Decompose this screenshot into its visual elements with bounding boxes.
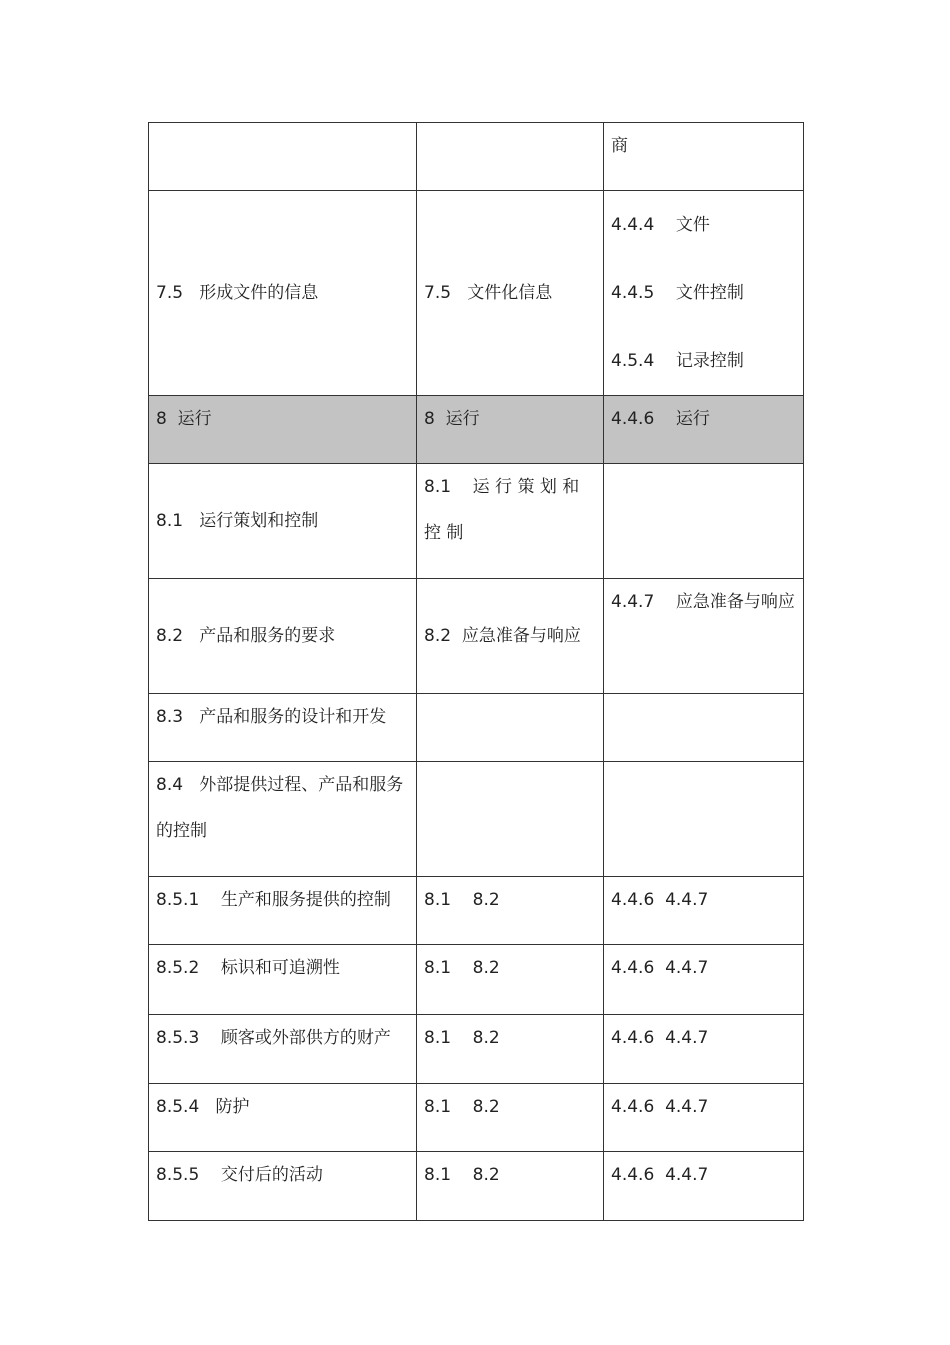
cell-text: 8.5.3 顾客或外部供方的财产 (156, 1028, 391, 1048)
cell-ohsas (604, 1015, 804, 1084)
cell-text: 4.4.7 应急准备与响应 (611, 592, 795, 612)
cell-text: 8.5.1 生产和服务提供的控制 (156, 890, 391, 910)
table-body (149, 123, 804, 1221)
table-row (149, 877, 804, 945)
cell-ohsas (604, 191, 804, 396)
cell-text: 4.4.5 文件控制 (611, 283, 744, 303)
cell-iso45001 (417, 1152, 604, 1221)
cell-iso45001 (417, 579, 604, 694)
cell-text: 8.2 产品和服务的要求 (156, 626, 336, 646)
cell-text: 8.1 8.2 (424, 958, 500, 978)
cell-ohsas (604, 945, 804, 1015)
cell-ohsas (604, 464, 804, 579)
cell-text: 8.4 外部提供过程、产品和服务的控制 (156, 775, 404, 841)
cell-text: 8.5.5 交付后的活动 (156, 1165, 323, 1185)
cell-iso9001 (149, 579, 417, 694)
cell-iso9001 (149, 191, 417, 396)
cell-text: 8.5.2 标识和可追溯性 (156, 958, 340, 978)
cell-ohsas (604, 1084, 804, 1152)
cell-text: 4.4.6 运行 (611, 409, 710, 429)
cell-iso45001 (417, 1015, 604, 1084)
cell-text: 8.1 运行策划和控制 (156, 511, 319, 531)
cell-ohsas (604, 396, 804, 464)
cell-text: 4.4.6 4.4.7 (611, 1165, 709, 1185)
cell-ohsas (604, 579, 804, 694)
cell-iso45001 (417, 191, 604, 396)
table-row (149, 1084, 804, 1152)
cell-text: 8.1 运 行 策 划 和 控 制 (424, 477, 585, 543)
cell-text: 8.1 8.2 (424, 890, 500, 910)
cell-iso45001 (417, 762, 604, 877)
table-row (149, 1015, 804, 1084)
cell-iso9001 (149, 1015, 417, 1084)
cell-text: 8.1 8.2 (424, 1028, 500, 1048)
cell-ohsas (604, 123, 804, 191)
clause-mapping-table (148, 122, 804, 1221)
cell-text: 8.1 8.2 (424, 1097, 500, 1117)
cell-iso9001 (149, 945, 417, 1015)
cell-text: 商 (611, 136, 628, 156)
table-row (149, 694, 804, 762)
cell-text: 4.5.4 记录控制 (611, 351, 744, 371)
cell-ohsas (604, 694, 804, 762)
cell-iso9001 (149, 1084, 417, 1152)
cell-iso45001 (417, 1084, 604, 1152)
table-row (149, 945, 804, 1015)
cell-text: 7.5 形成文件的信息 (156, 283, 319, 303)
cell-text: 4.4.6 4.4.7 (611, 890, 709, 910)
cell-text: 8 运行 (156, 409, 212, 429)
cell-text: 4.4.6 4.4.7 (611, 1028, 709, 1048)
cell-text: 4.4.4 文件 (611, 215, 710, 235)
table-row-section (149, 396, 804, 464)
cell-text: 8.1 8.2 (424, 1165, 500, 1185)
cell-iso9001 (149, 1152, 417, 1221)
cell-iso45001 (417, 945, 604, 1015)
cell-text: 4.4.6 4.4.7 (611, 1097, 709, 1117)
cell-iso45001 (417, 694, 604, 762)
cell-iso45001 (417, 396, 604, 464)
cell-text: 7.5 文件化信息 (424, 283, 553, 303)
cell-iso45001 (417, 877, 604, 945)
cell-iso9001 (149, 396, 417, 464)
table-row (149, 123, 804, 191)
cell-ohsas (604, 762, 804, 877)
cell-ohsas (604, 877, 804, 945)
table-row (149, 1152, 804, 1221)
cell-iso45001 (417, 123, 604, 191)
cell-iso9001 (149, 123, 417, 191)
table-row (149, 762, 804, 877)
cell-iso45001 (417, 464, 604, 579)
cell-iso9001 (149, 762, 417, 877)
cell-text: 8 运行 (424, 409, 480, 429)
cell-ohsas (604, 1152, 804, 1221)
table-row (149, 579, 804, 694)
cell-iso9001 (149, 694, 417, 762)
cell-iso9001 (149, 877, 417, 945)
cell-text: 4.4.6 4.4.7 (611, 958, 709, 978)
cell-text: 8.3 产品和服务的设计和开发 (156, 707, 387, 727)
cell-text: 8.5.4 防护 (156, 1097, 250, 1117)
cell-iso9001 (149, 464, 417, 579)
table-row (149, 191, 804, 396)
cell-text: 8.2 应急准备与响应 (424, 626, 581, 646)
table-row (149, 464, 804, 579)
